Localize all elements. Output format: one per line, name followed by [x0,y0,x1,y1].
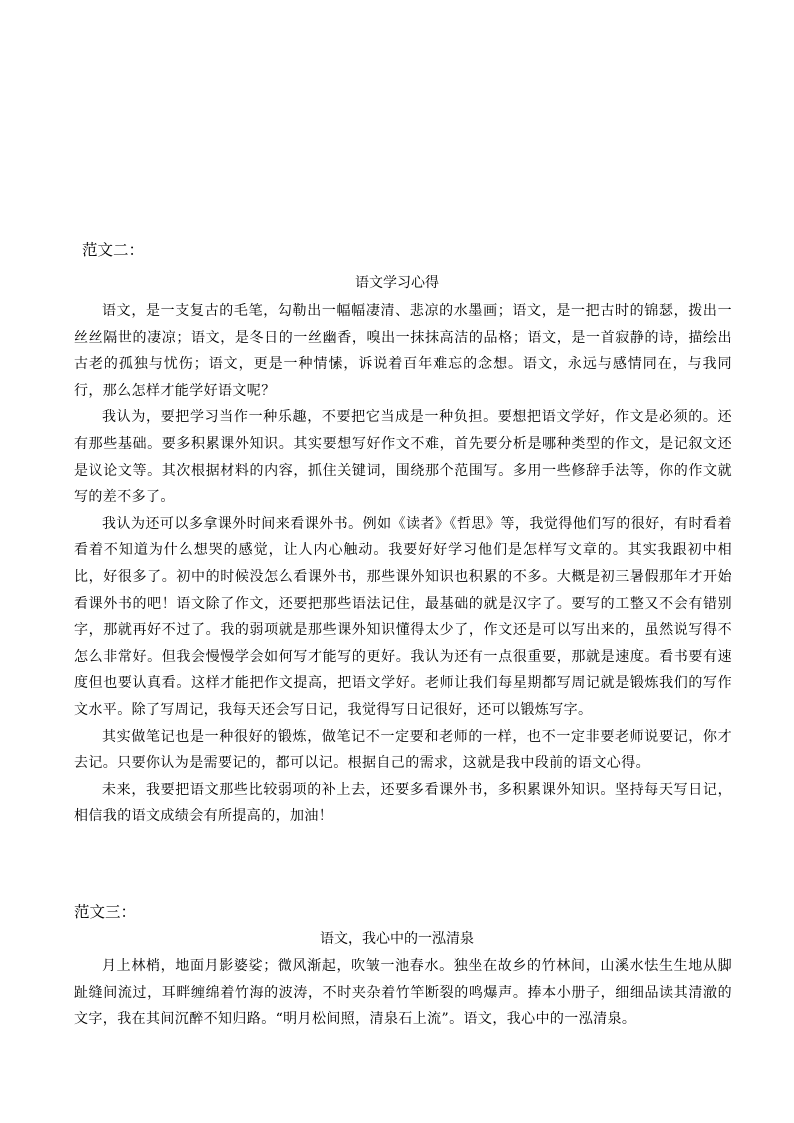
essay-2-title: 语文学习心得 [355,275,439,291]
section-3-label: 范文三： [74,903,137,921]
essay-2-paragraph-5: 未来，我要把语文那些比较弱项的补上去，还要多看课外书，多积累课外知识。坚持每天写日记，相信我的语文成绩会有所提高的，加油！ [74,781,732,825]
essay-3-body [74,953,732,1033]
essay-2-paragraph-2: 我认为，要把学习当作一种乐趣，不要把它当成是一种负担。要想把语文学好，作文是必须的。还有那些基础。要多积累课外知识。其实要想写好作文不难，首先要分析是哪种类型的作文，是记叙文还是议论文等。其次根据材料的内容，抓住关键词，围绕那个范围写。多用一些修辞手法等，你的作文就写的差不多了。 [74,409,732,506]
section-2-label: 范文二： [82,241,145,259]
essay-3-paragraph-1: 月上林梢，地面月影婆娑；微风渐起，吹皱一池春水。独坐在故乡的竹林间，山溪水怯生生地从脚趾缝间流过，耳畔缠绵着竹海的波涛，不时夹杂着竹竿断裂的鸣爆声。捧本小册子，细细品读其清澈的文字，我在其间沉醉不知归路。“明月松间照，清泉石上流”。语文，我心中的一泓清泉。 [74,958,732,1028]
essay-2-paragraph-4: 其实做笔记也是一种很好的锻炼，做笔记不一定要和老师的一样，也不一定非要老师说要记，你才去记。只要你认为是需要记的，都可以记。根据自己的需求，这就是我中段前的语文心得。 [74,728,732,772]
essay-2-paragraph-1: 语文，是一支复古的毛笔，勾勒出一幅幅凄清、悲凉的水墨画；语文，是一把古时的锦瑟，拨出一丝丝隔世的凄凉；语文，是冬日的一丝幽香，嗅出一抹抹高洁的品格；语文，是一首寂静的诗，描绘出古老的孤独与忧伤；语文，更是一种情愫，诉说着百年难忘的念想。语文，永远与感情同在，与我同行，那么怎样才能学好语文呢？ [74,303,732,399]
essay-2-paragraph-3: 我认为还可以多拿课外时间来看课外书。例如《读者》《哲思》等，我觉得他们写的很好，有时看着看着不知道为什么想哭的感觉，让人内心触动。我要好好学习他们是怎样写文章的。其实我跟初中相比，好很多了。初中的时候没怎么看课外书，那些课外知识也积累的不多。大概是初三暑假那年才开始看课外书的吧！语文除了作文，还要把那些语法记住，最基础的就是汉字了。要写的工整又不会有错别字，那就再好不过了。我的弱项就是那些课外知识懂得太少了，作文还是可以写出来的，虽然说写得不怎么非常好。但我会慢慢学会如何写才能写的更好。我认为还有一点很重要，那就是速度。看书要有速度但也要认真看。这样才能把作文提高，把语文学好。老师让我们每星期都写周记就是锻炼我们的写作文水平。除了写周记，我每天还会写日记，我觉得写日记很好，还可以锻炼写字。 [74,515,732,718]
essay-3-title: 语文，我心中的一泓清泉 [320,931,474,947]
essay-2-body [74,298,732,830]
